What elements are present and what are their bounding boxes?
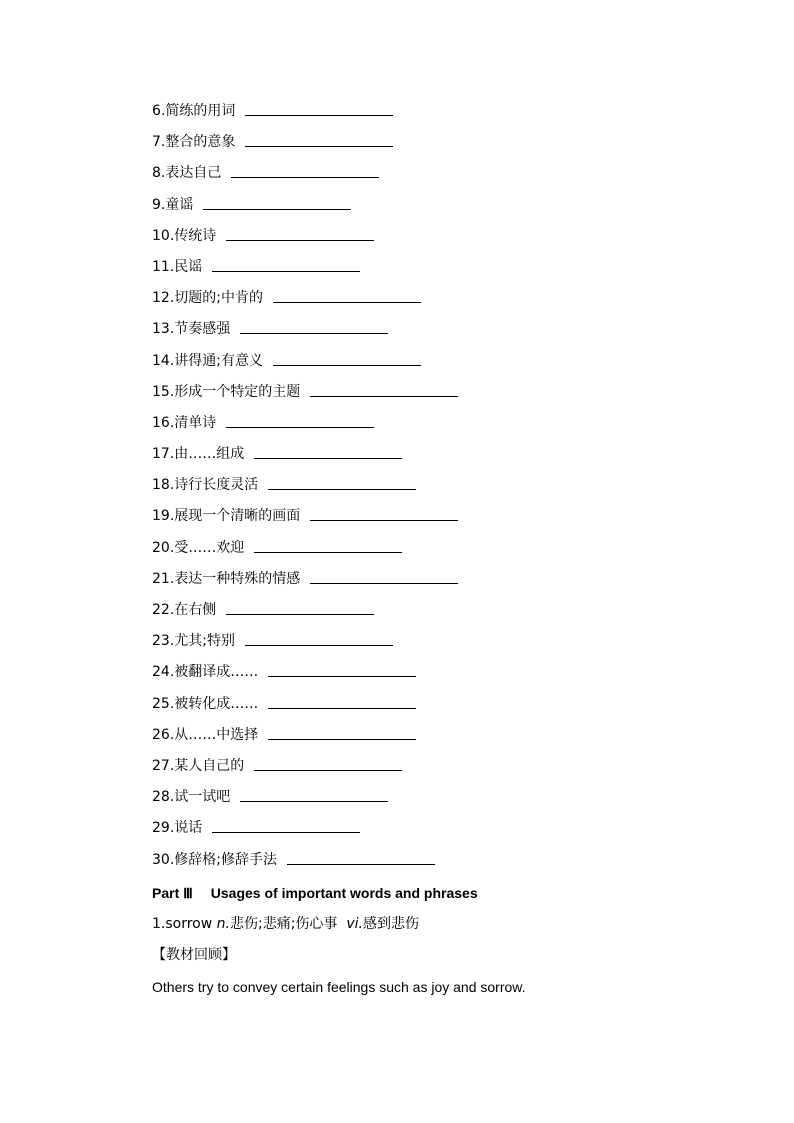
answer-blank[interactable] <box>268 739 416 740</box>
answer-blank[interactable] <box>245 115 393 116</box>
vocab-prompt: 6.简练的用词 <box>152 103 236 119</box>
answer-blank[interactable] <box>203 209 351 210</box>
vocab-prompt: 27.某人自己的 <box>152 757 245 774</box>
vocab-item <box>152 252 752 283</box>
vocab-item <box>152 501 752 532</box>
answer-blank[interactable] <box>226 614 374 615</box>
vocab-item <box>152 533 752 564</box>
entry-pos-noun: n. <box>216 915 230 932</box>
review-heading: 【教材回顾】 <box>152 946 236 963</box>
answer-blank[interactable] <box>268 489 416 490</box>
part-title: Usages of important words and phrases <box>210 884 478 901</box>
vocab-item <box>152 657 752 688</box>
vocab-prompt: 17.由……组成 <box>152 446 245 463</box>
vocab-prompt: 18.诗行长度灵活 <box>152 477 259 494</box>
answer-blank[interactable] <box>254 770 402 771</box>
vocab-item <box>152 190 752 221</box>
vocab-item <box>152 595 752 626</box>
answer-blank[interactable] <box>254 458 402 459</box>
vocab-prompt: 13.节奏感强 <box>152 321 231 338</box>
vocab-prompt: 9.童谣 <box>152 196 194 213</box>
entry-meaning-noun: 悲伤;悲痛;伤心事 <box>229 915 338 932</box>
answer-blank[interactable] <box>212 832 360 833</box>
answer-blank[interactable] <box>226 240 374 241</box>
vocab-item <box>152 346 752 377</box>
word-entry <box>152 908 752 940</box>
answer-blank[interactable] <box>240 801 388 802</box>
answer-blank[interactable] <box>226 427 374 428</box>
vocab-item <box>152 377 752 408</box>
vocab-prompt: 14.讲得通;有意义 <box>152 352 263 369</box>
entry-pos-verb: vi. <box>346 915 363 932</box>
vocab-item <box>152 221 752 252</box>
vocab-item <box>152 470 752 501</box>
answer-blank[interactable] <box>310 396 458 397</box>
entry-word: 1.sorrow <box>152 915 213 932</box>
vocab-prompt: 30.修辞格;修辞手法 <box>152 851 277 868</box>
answer-blank[interactable] <box>273 365 421 366</box>
vocab-prompt: 23.尤其;特别 <box>152 633 235 650</box>
vocab-prompt: 20.受……欢迎 <box>152 539 245 556</box>
worksheet-page <box>152 96 752 1004</box>
vocab-item <box>152 720 752 751</box>
answer-blank[interactable] <box>268 708 416 709</box>
vocab-prompt: 26.从……中选择 <box>152 726 259 743</box>
answer-blank[interactable] <box>212 271 360 272</box>
vocab-prompt: 21.表达一种特殊的情感 <box>152 570 301 587</box>
vocab-prompt: 29.说话 <box>152 820 203 837</box>
vocab-prompt: 11.民谣 <box>152 258 203 275</box>
answer-blank[interactable] <box>231 177 379 178</box>
vocab-item <box>152 813 752 844</box>
vocab-item <box>152 314 752 345</box>
vocab-prompt: 10.传统诗 <box>152 227 217 244</box>
vocab-prompt: 28.试一试吧 <box>152 789 231 806</box>
part-heading <box>152 878 752 908</box>
vocab-item <box>152 564 752 595</box>
example-sentence: Others try to convey certain feelings such as joy and sorrow. <box>152 978 526 995</box>
vocab-prompt: 15.形成一个特定的主题 <box>152 383 301 400</box>
vocab-item <box>152 283 752 314</box>
vocab-prompt: 22.在右侧 <box>152 602 217 618</box>
vocab-prompt: 7.整合的意象 <box>152 134 236 151</box>
answer-blank[interactable] <box>273 302 421 303</box>
entry-meaning-verb: 感到悲伤 <box>362 915 419 932</box>
part-label: Part Ⅲ <box>152 884 193 901</box>
answer-blank[interactable] <box>310 520 458 521</box>
vocab-prompt: 19.展现一个清晰的画面 <box>152 508 301 525</box>
vocab-prompt: 12.切题的;中肯的 <box>152 290 263 307</box>
vocab-item <box>152 96 752 127</box>
vocab-item <box>152 439 752 470</box>
vocab-item <box>152 127 752 158</box>
answer-blank[interactable] <box>310 583 458 584</box>
answer-blank[interactable] <box>254 552 402 553</box>
answer-blank[interactable] <box>268 676 416 677</box>
vocab-item <box>152 845 752 876</box>
vocabulary-list <box>152 96 752 876</box>
vocab-prompt: 16.清单诗 <box>152 414 217 431</box>
vocab-prompt: 25.被转化成…… <box>152 695 259 712</box>
answer-blank[interactable] <box>287 864 435 865</box>
vocab-item <box>152 689 752 720</box>
answer-blank[interactable] <box>240 333 388 334</box>
vocab-item <box>152 751 752 782</box>
answer-blank[interactable] <box>245 146 393 147</box>
vocab-prompt: 24.被翻译成…… <box>152 664 259 681</box>
answer-blank[interactable] <box>245 645 393 646</box>
vocab-prompt: 8.表达自己 <box>152 165 222 182</box>
vocab-item <box>152 408 752 439</box>
vocab-item <box>152 158 752 189</box>
vocab-item <box>152 782 752 813</box>
vocab-item <box>152 626 752 657</box>
